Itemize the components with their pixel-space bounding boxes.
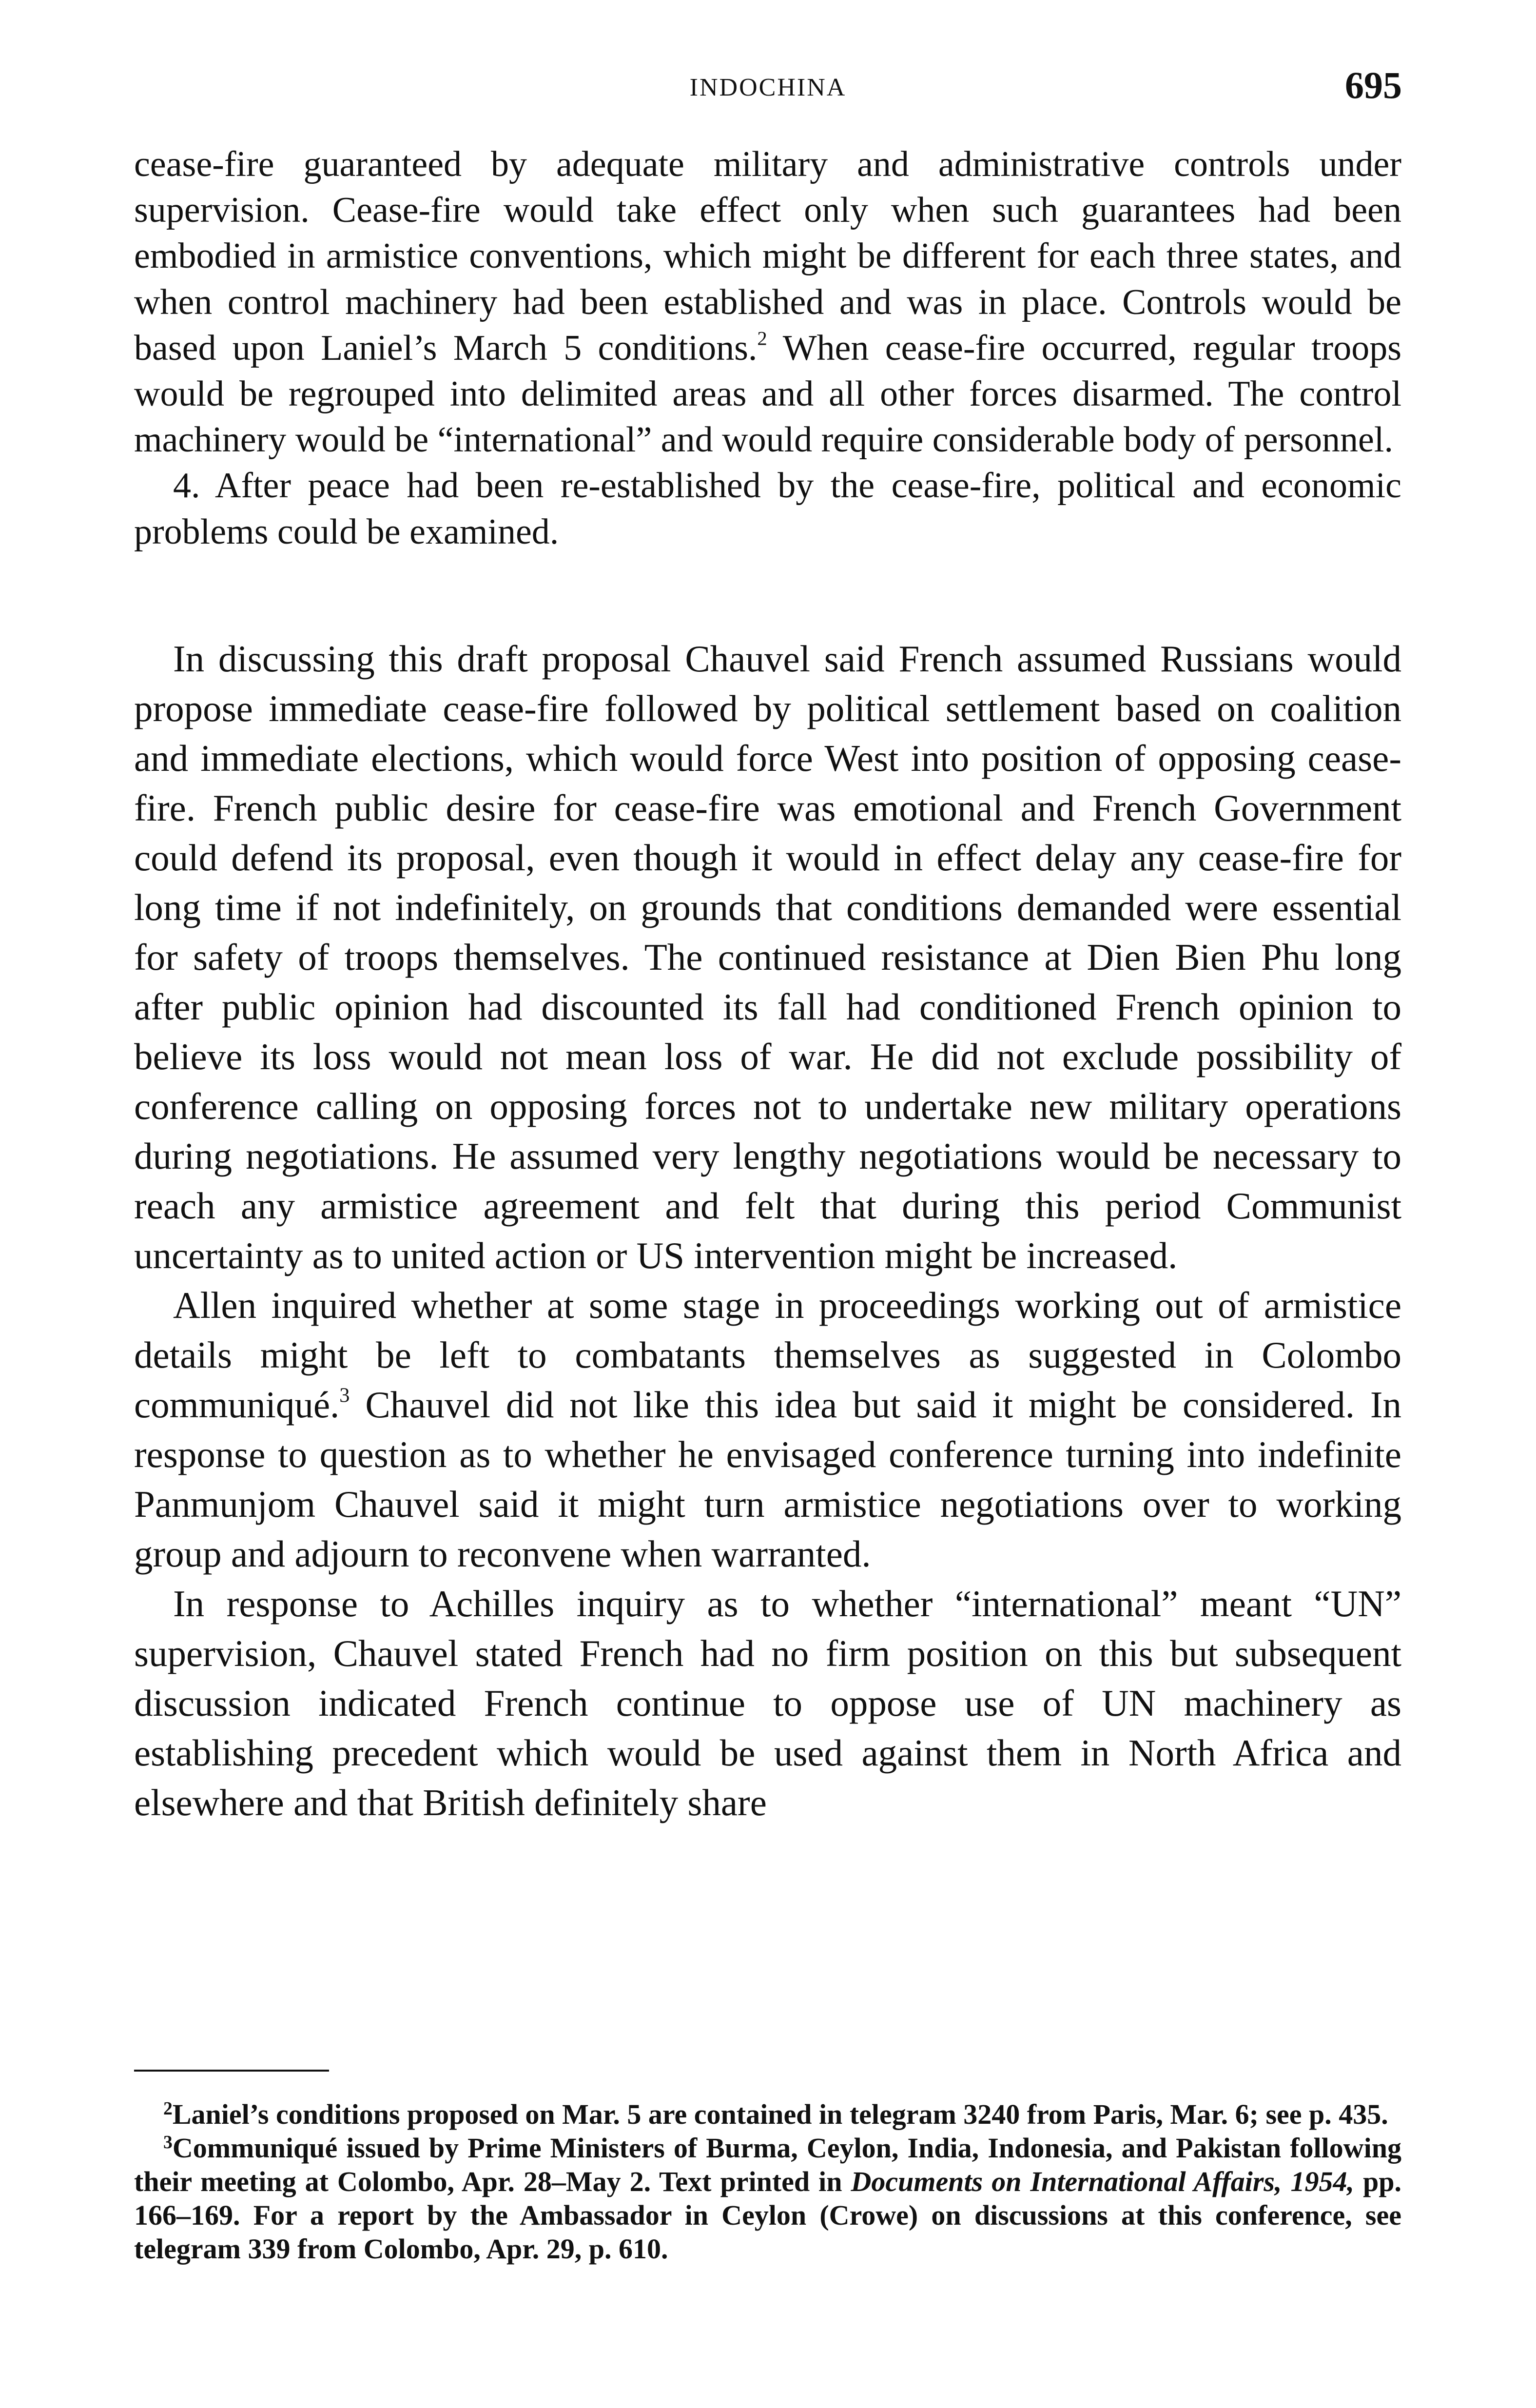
footnote-2 bbox=[134, 2097, 1401, 2131]
footnote-mark-3: 3 bbox=[163, 2132, 173, 2153]
footnote-ref-3: 3 bbox=[339, 1384, 350, 1407]
footnotes bbox=[134, 2097, 1401, 2266]
footnote-3 bbox=[134, 2131, 1401, 2266]
running-title: INDOCHINA bbox=[689, 74, 847, 101]
footnote-2-text: Laniel’s conditions proposed on Mar. 5 are contained in telegram 3240 from Paris, Mar. 6; see p. 435. bbox=[172, 2098, 1388, 2130]
footnote-ref-2: 2 bbox=[757, 327, 767, 350]
footnote-3-italic-title: Documents on International Affairs, 1954, bbox=[851, 2166, 1354, 2197]
numbered-item-4: 4. After peace had been re-established by the cease-fire, political and economic problems could be examined. bbox=[134, 466, 1401, 552]
footnote-divider bbox=[134, 2070, 329, 2072]
page-header bbox=[134, 63, 1402, 117]
paragraph-chauvel-discussion: In discussing this draft proposal Chauvel said French assumed Russians would propose immediate cease-fire followed by political settlement based on coalition and immediate elections, which would force West into position of opposing cease-fire. French public desire for cease-fire was emotional and French Government could defend its proposal, even though it would in effect delay any cease-fire for long time if not indefinitely, on grounds that conditions demanded were essential for safety of troops themselves. The continued resistance at Dien Bien Phu long after public opinion had discounted its fall had conditioned French opinion to believe its loss would not mean loss of war. He did not exclude possibility of conference calling on opposing forces not to undertake new military operations during negotiations. He assumed very lengthy negotiations would be necessary to reach any armistice agreement and felt that during this period Communist uncertainty as to united action or US intervention might be increased. bbox=[134, 638, 1401, 1276]
footnote-3-text-after: pp. 166–169. For a report by the Ambassador in Ceylon (Crowe) on discussions at this conference, see telegram 339 from Colombo, Apr. 29, p. 610. bbox=[134, 2166, 1401, 2265]
paragraph-achilles-inquiry: In response to Achilles inquiry as to whether “international” meant “UN” supervision, Chauvel stated French had no firm position on this but subsequent discussion indicated French continue to oppose use of UN machinery as establishing precedent which would be used against them in North Africa and elsewhere and that British definitely share bbox=[134, 1583, 1401, 1823]
allen-text-part-1: Allen inquired whether at some stage in proceedings working out of armistice details might be left to combatants themselves as suggested in Colombo communiqué. bbox=[134, 1284, 1401, 1426]
continued-text bbox=[134, 141, 1401, 555]
footnote-mark-2: 2 bbox=[163, 2098, 173, 2119]
continued-text-part-2: When cease-fire occurred, regular troops would be regrouped into delimited areas and all other forces disarmed. The control machinery would be “international” and would require considerable body of personnel. bbox=[134, 328, 1401, 460]
paragraph-allen-inquiry bbox=[134, 1280, 1401, 1579]
allen-text-part-2: Chauvel did not like this idea but said it might be considered. In response to question as to whether he envisaged conference turning into indefinite Panmunjom Chauvel said it might turn armistice negotiations over to working group and adjourn to reconvene when warranted. bbox=[134, 1384, 1401, 1575]
body-text bbox=[134, 634, 1401, 1827]
continued-text-part-1: cease-fire guaranteed by adequate military and administrative controls under supervision. Cease-fire would take effect only when such guarantees had been embodied in armistice conventions, which might be different for each three states, and when control machinery had been established and was in place. Controls would be based upon Laniel’s March 5 conditions. bbox=[134, 144, 1401, 368]
footnote-3-text-before: Communiqué issued by Prime Ministers of Burma, Ceylon, India, Indonesia, and Pakistan following their meeting at Colombo, Apr. 28–May 2. Text printed in bbox=[134, 2132, 1401, 2197]
continued-paragraph bbox=[134, 141, 1401, 463]
page-number: 695 bbox=[1345, 64, 1402, 106]
